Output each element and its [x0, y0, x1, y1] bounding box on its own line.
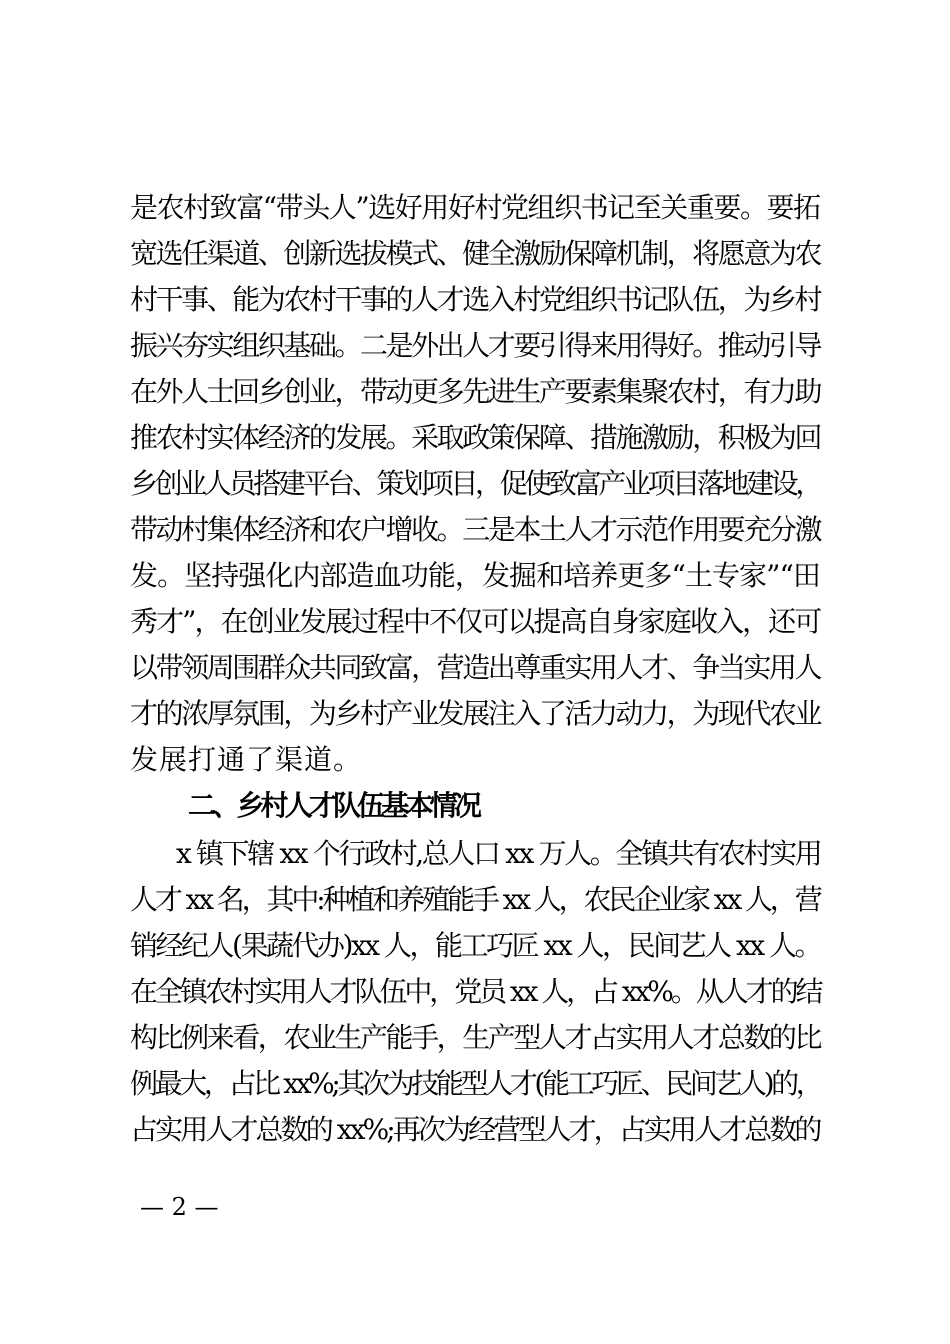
- text-line: 构比例来看，农业生产能手，生产型人才占实用人才总数的比: [130, 1021, 821, 1054]
- text-line: 是农村致富“带头人”选好用好村党组织书记至关重要。要拓: [130, 191, 820, 224]
- text-line: 占实用人才总数的 xx%;再次为经营型人才，占实用人才总数的: [130, 1113, 820, 1146]
- text-line: 在全镇农村实用人才队伍中，党员 xx 人，占 xx%。从人才的结: [130, 975, 821, 1008]
- page-number: — 2 —: [140, 1193, 219, 1221]
- text-line: 发展打通了渠道。: [130, 743, 363, 776]
- section-heading: 二、乡村人才队伍基本情况: [188, 789, 479, 822]
- text-line: 发。坚持强化内部造血功能，发掘和培养更多“土专家”“田: [130, 559, 820, 592]
- text-line: 带动村集体经济和农户增收。三是本土人才示范作用要充分激: [130, 513, 821, 546]
- text-line: 宽选任渠道、创新选拔模式、健全激励保障机制，将愿意为农: [130, 237, 821, 270]
- text-line: 人才 xx 名，其中:种植和养殖能手 xx 人，农民企业家 xx 人，营: [130, 883, 820, 916]
- text-line: 振兴夯实组织基础。二是外出人才要引得来用得好。推动引导: [130, 329, 821, 362]
- text-line: x 镇下辖 xx 个行政村,总人口 xx 万人。全镇共有农村实用: [176, 837, 821, 870]
- text-line: 以带领周围群众共同致富，营造出尊重实用人才、争当实用人: [130, 651, 821, 684]
- text-line: 销经纪人(果蔬代办)xx 人，能工巧匠 xx 人，民间艺人 xx 人。: [130, 929, 821, 962]
- text-line: 推农村实体经济的发展。采取政策保障、措施激励，积极为回: [130, 421, 821, 454]
- text-line: 例最大，占比 xx%;其次为技能型人才(能工巧匠、民间艺人)的，: [130, 1067, 821, 1100]
- text-line: 秀才”，在创业发展过程中不仅可以提高自身家庭收入，还可: [130, 605, 821, 638]
- text-line: 乡创业人员搭建平台、策划项目，促使致富产业项目落地建设，: [130, 467, 821, 500]
- text-line: 才的浓厚氛围，为乡村产业发展注入了活力动力，为现代农业: [130, 697, 821, 730]
- text-line: 在外人士回乡创业，带动更多先进生产要素集聚农村，有力助: [130, 375, 821, 408]
- text-line: 村干事、能为农村干事的人才选入村党组织书记队伍，为乡村: [130, 283, 821, 316]
